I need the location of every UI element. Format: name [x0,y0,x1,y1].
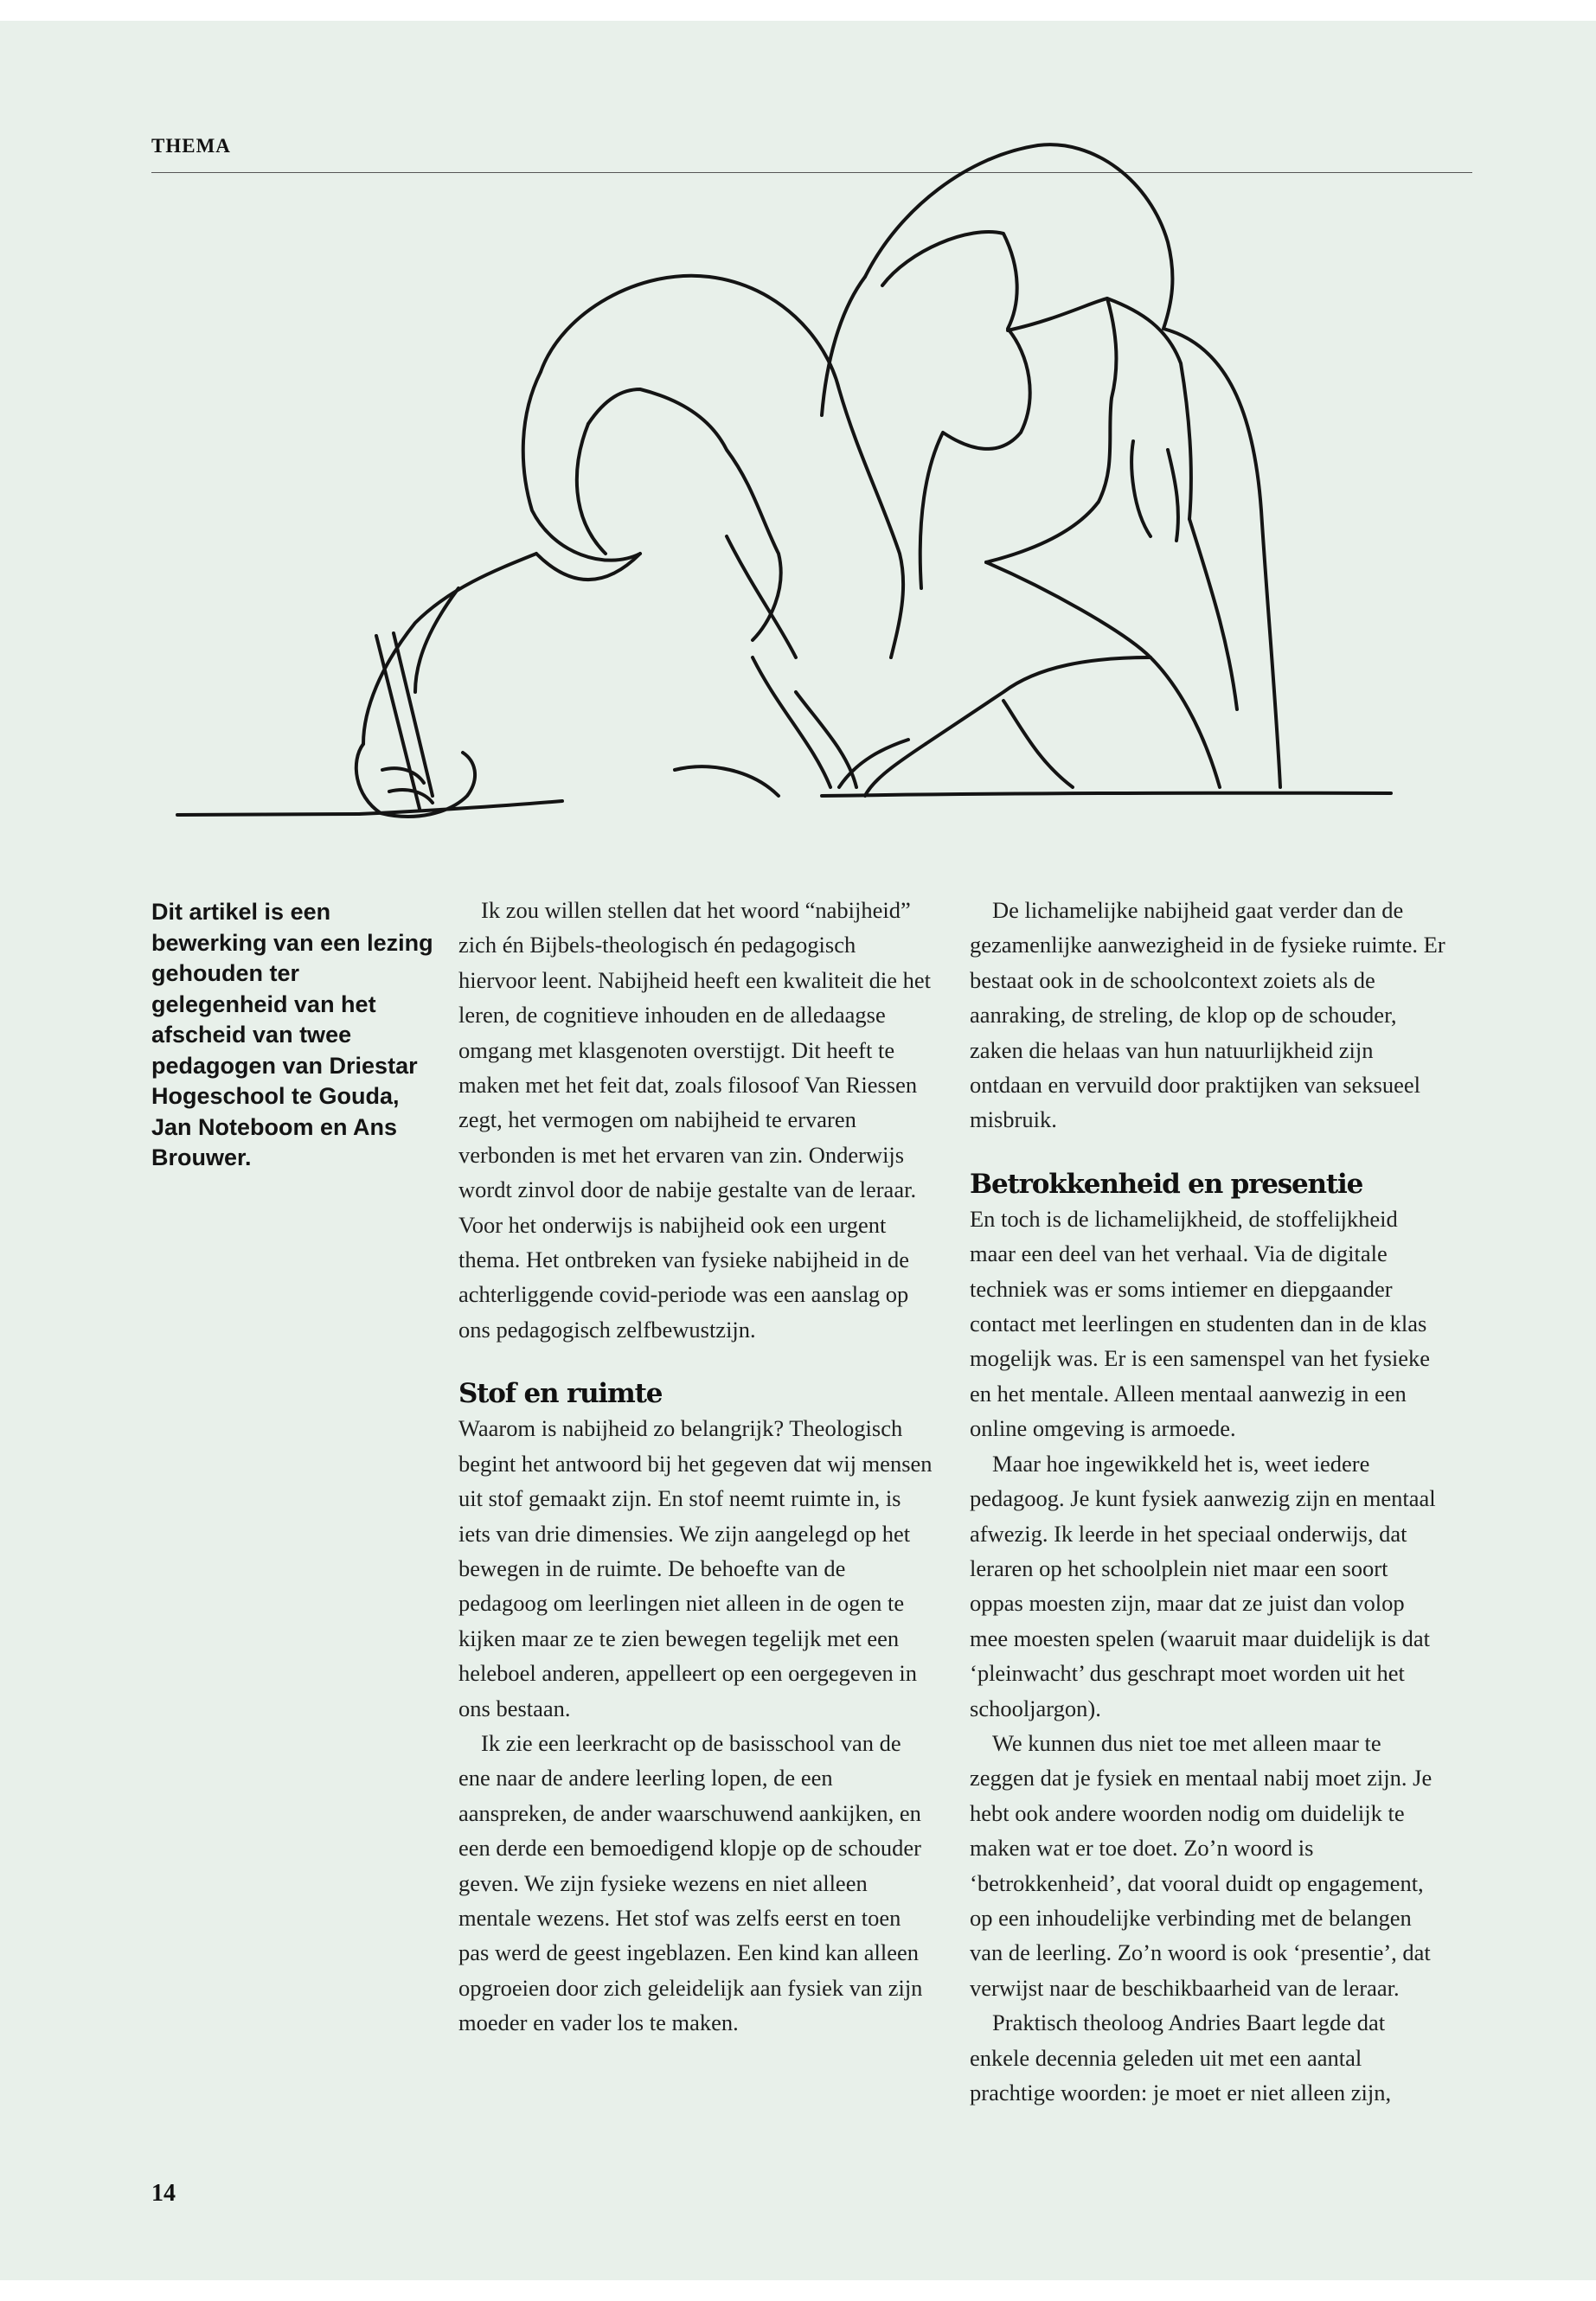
page-number: 14 [151,2180,176,2207]
section-label: THEMA [151,135,231,157]
paragraph: Ik zou willen stellen dat het woord “nabijheid” zich én Bijbels-theologisch én pedagogisch hiervoor leent. Nabijheid heeft een kwaliteit die het leren, de cognitieve inhouden en de alledaagse omgang met klasgenoten overstijgt. Dit heeft te maken met het feit dat, zoals filosoof Van Riessen zegt, het vermogen om nabijheid te ervaren verbonden is met het ervaren van zin. Onderwijs wordt zinvol door de nabije gestalte van de leraar. Voor het onderwijs is nabijheid ook een urgent thema. Het ontbreken van fysieke nabijheid in de achterliggende covid-periode was een aanslag op ons pedagogisch zelfbewustzijn. [458,897,931,1343]
paragraph: De lichamelijke nabijheid gaat verder dan de gezamenlijke aanwezigheid in de fysieke ruimte. Er bestaat ook in de schoolcontext zoiets als de aanraking, de streling, de klop op de schouder, zaken die helaas van hun natuurlijkheid zijn ontdaan en vervuild door praktijken van seksueel misbruik. [970,897,1445,1133]
section-heading: Stof en ruimte [458,1378,663,1410]
section-heading: Betrokkenheid en presentie [970,1168,1363,1200]
paragraph: Ik zie een leerkracht op de basisschool van de ene naar de andere leerling lopen, de een aanspreken, de ander waarschuwend aankijken, en een derde een bemoedigend klopje op de schouder geven. We zijn fysieke wezens en niet alleen mentale wezens. Het stof was zelfs eerst en toen pas werd de geest ingeblazen. Een kind kan alleen opgroeien door zich geleidelijk aan fysiek van zijn moeder en vader los te maken. [458,1729,923,2036]
paragraph: We kunnen dus niet toe met alleen maar te zeggen dat je fysiek en mentaal nabij moet zijn. Je hebt ook andere woorden nodig om duidelijk te maken wat er toe doet. Zo’n woord is ‘betrokkenheid’, dat vooral duidt op engagement, op een inhoudelijke verbinding met de belangen van de leerling. Zo’n woord is ook ‘presentie’, dat verwijst naar de beschikbaarheid van de leraar. [970,1729,1433,2001]
article-column-1 [458,893,934,2041]
article-column-2 [970,893,1445,2110]
paragraph: Maar hoe ingewikkeld het is, weet iedere pedagoog. Je kunt fysiek aanwezig zijn en mentaal afwezig. Ik leerde in het speciaal onderwijs, dat leraren op het schoolplein niet maar een soort oppas moesten zijn, maar dat ze juist dan volop mee moesten spelen (waaruit maar duidelijk is dat ‘pleinwacht’ dus geschrapt moet worden uit het schooljargon). [970,1450,1436,1721]
line-drawing-teacher-and-child [156,104,1419,848]
paragraph: Waarom is nabijheid zo belangrijk? Theologisch begint het antwoord bij het gegeven dat wij mensen uit stof gemaakt zijn. En stof neemt ruimte in, is iets van drie dimensies. We zijn aangelegd op het bewegen in de ruimte. De behoefte van de pedagoog om leerlingen niet alleen in de ogen te kijken maar ze te zien bewegen tegelijk met een heleboel anderen, appelleert op een oergegeven in ons bestaan. [458,1415,933,1721]
paragraph: Praktisch theoloog Andries Baart legde dat enkele decennia geleden uit met een aantal prachtige woorden: je moet er niet alleen zijn, [970,2009,1392,2106]
intro-note: Dit artikel is een bewerking van een lezing gehouden ter gelegenheid van het afscheid van twee pedagogen van Driestar Hogeschool te Gouda, Jan Noteboom en Ans Brouwer. [151,899,433,1170]
paragraph: En toch is de lichamelijkheid, de stoffelijkheid maar een deel van het verhaal. Via de digitale techniek was er soms intiemer en diepgaander contact met leerlingen en studenten dan in de klas mogelijk was. Er is een samenspel van het fysieke en het mentale. Alleen mentaal aanwezig in een online omgeving is armoede. [970,1205,1431,1442]
